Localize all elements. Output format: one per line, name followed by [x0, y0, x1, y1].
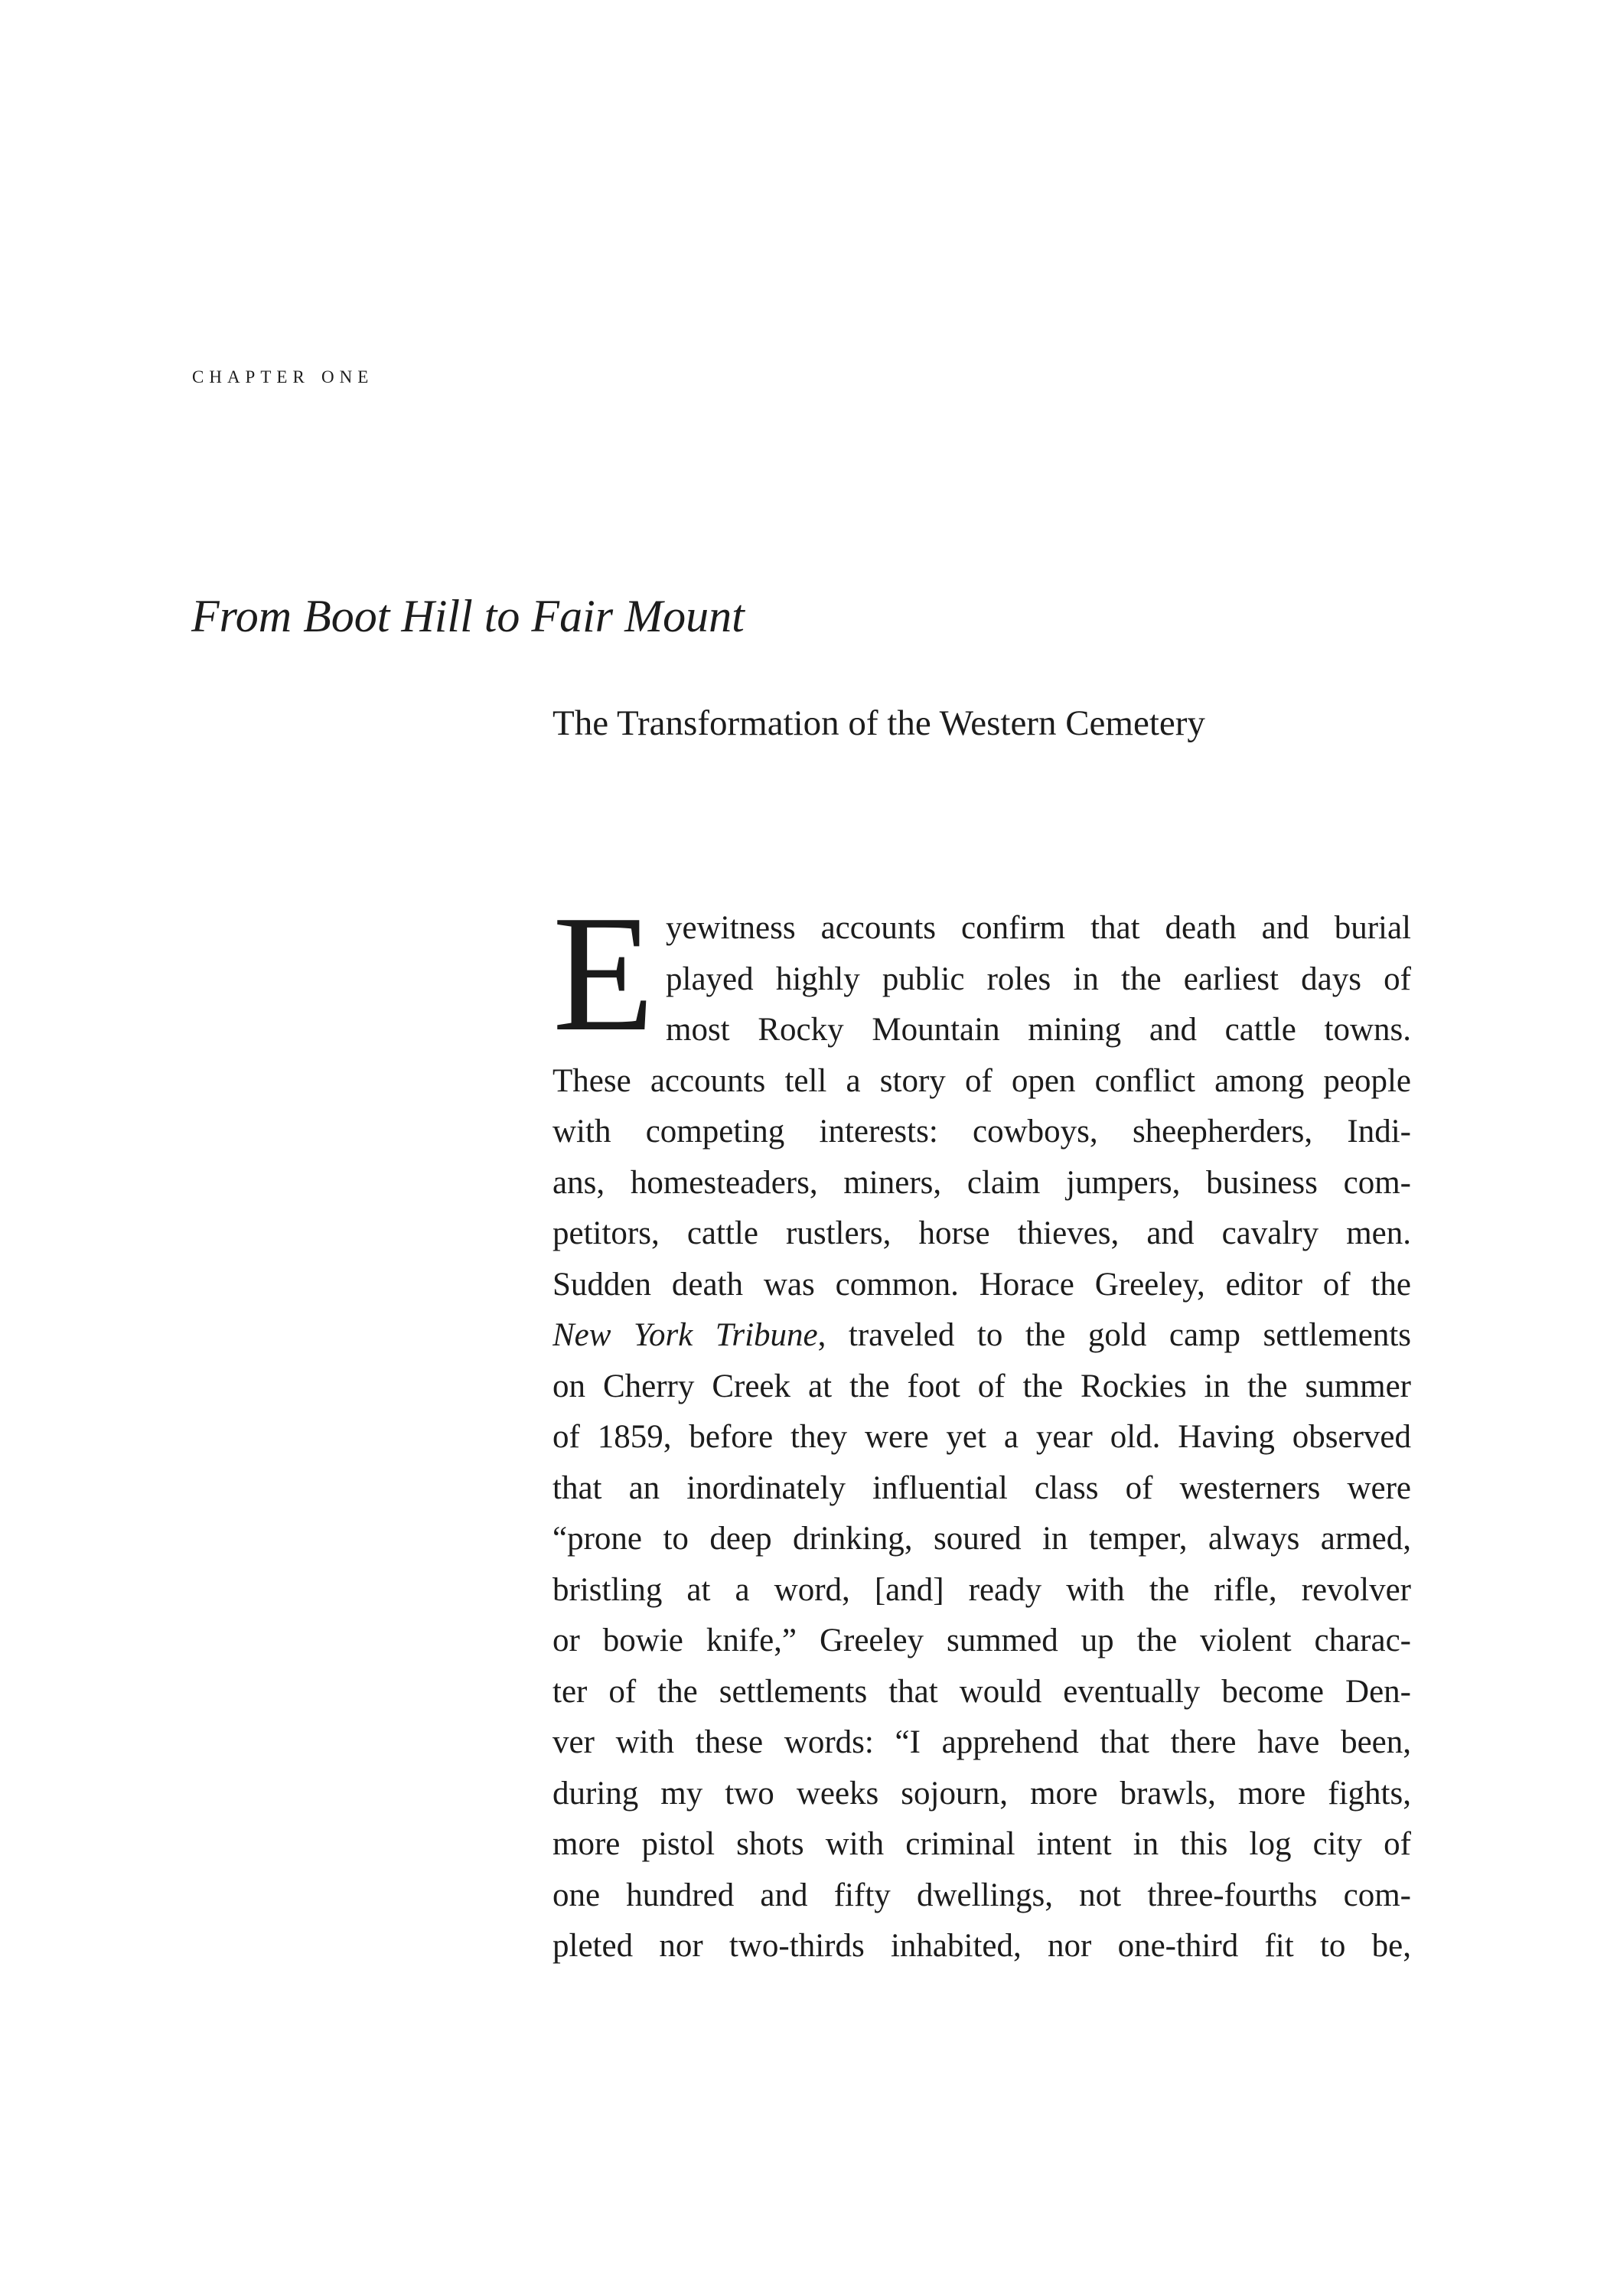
text-line: with competing interests: cowboys, sheepherders, Indi-	[553, 1114, 1411, 1150]
text-line: during my two weeks sojourn, more brawls, more fights,	[553, 1775, 1411, 1812]
text-line: “prone to deep drinking, soured in temper, always armed,	[553, 1521, 1411, 1557]
text-line: that an inordinately influential class of westerners were	[553, 1469, 1411, 1506]
text-line: yewitness accounts confirm that death and burial	[666, 910, 1411, 946]
text-line	[553, 1310, 1411, 1362]
text-line: more pistol shots with criminal intent in this log city of	[553, 1826, 1411, 1862]
text-line: most Rocky Mountain mining and cattle towns.	[666, 1012, 1411, 1048]
text-line: on Cherry Creek at the foot of the Rockies in the summer	[553, 1368, 1411, 1404]
text-line: played highly public roles in the earliest days of	[666, 960, 1411, 997]
text-line: ver with these words: “I apprehend that there have been,	[553, 1724, 1411, 1760]
text-line-rest: , traveled to the gold camp settlements	[817, 1317, 1411, 1353]
body-text	[553, 882, 1411, 1972]
chapter-subtitle: The Transformation of the Western Cemetery	[553, 703, 1205, 743]
chapter-label: chapter one	[192, 361, 374, 389]
text-line: These accounts tell a story of open conflict among people	[553, 1062, 1411, 1099]
text-line: or bowie knife,” Greeley summed up the violent charac-	[553, 1623, 1411, 1658]
text-line: petitors, cattle rustlers, horse thieves, and cavalry men.	[553, 1215, 1411, 1251]
chapter-title: From Boot Hill to Fair Mount	[191, 591, 745, 641]
text-line: bristling at a word, [and] ready with the rifle, revolver	[553, 1571, 1411, 1608]
text-line: ter of the settlements that would eventually become Den-	[553, 1673, 1411, 1710]
text-line: pleted nor two-thirds inhabited, nor one-third fit to be,	[553, 1928, 1411, 1964]
text-line: of 1859, before they were yet a year old. Having observed	[553, 1419, 1411, 1455]
text-line: one hundred and fifty dwellings, not three-fourths com-	[553, 1877, 1411, 1913]
drop-cap: E	[553, 882, 655, 1066]
text-line: ans, homesteaders, miners, claim jumpers, business com-	[553, 1164, 1411, 1201]
newspaper-title: New York Tribune	[553, 1317, 818, 1353]
text-line: Sudden death was common. Horace Greeley, editor of the	[553, 1266, 1411, 1303]
